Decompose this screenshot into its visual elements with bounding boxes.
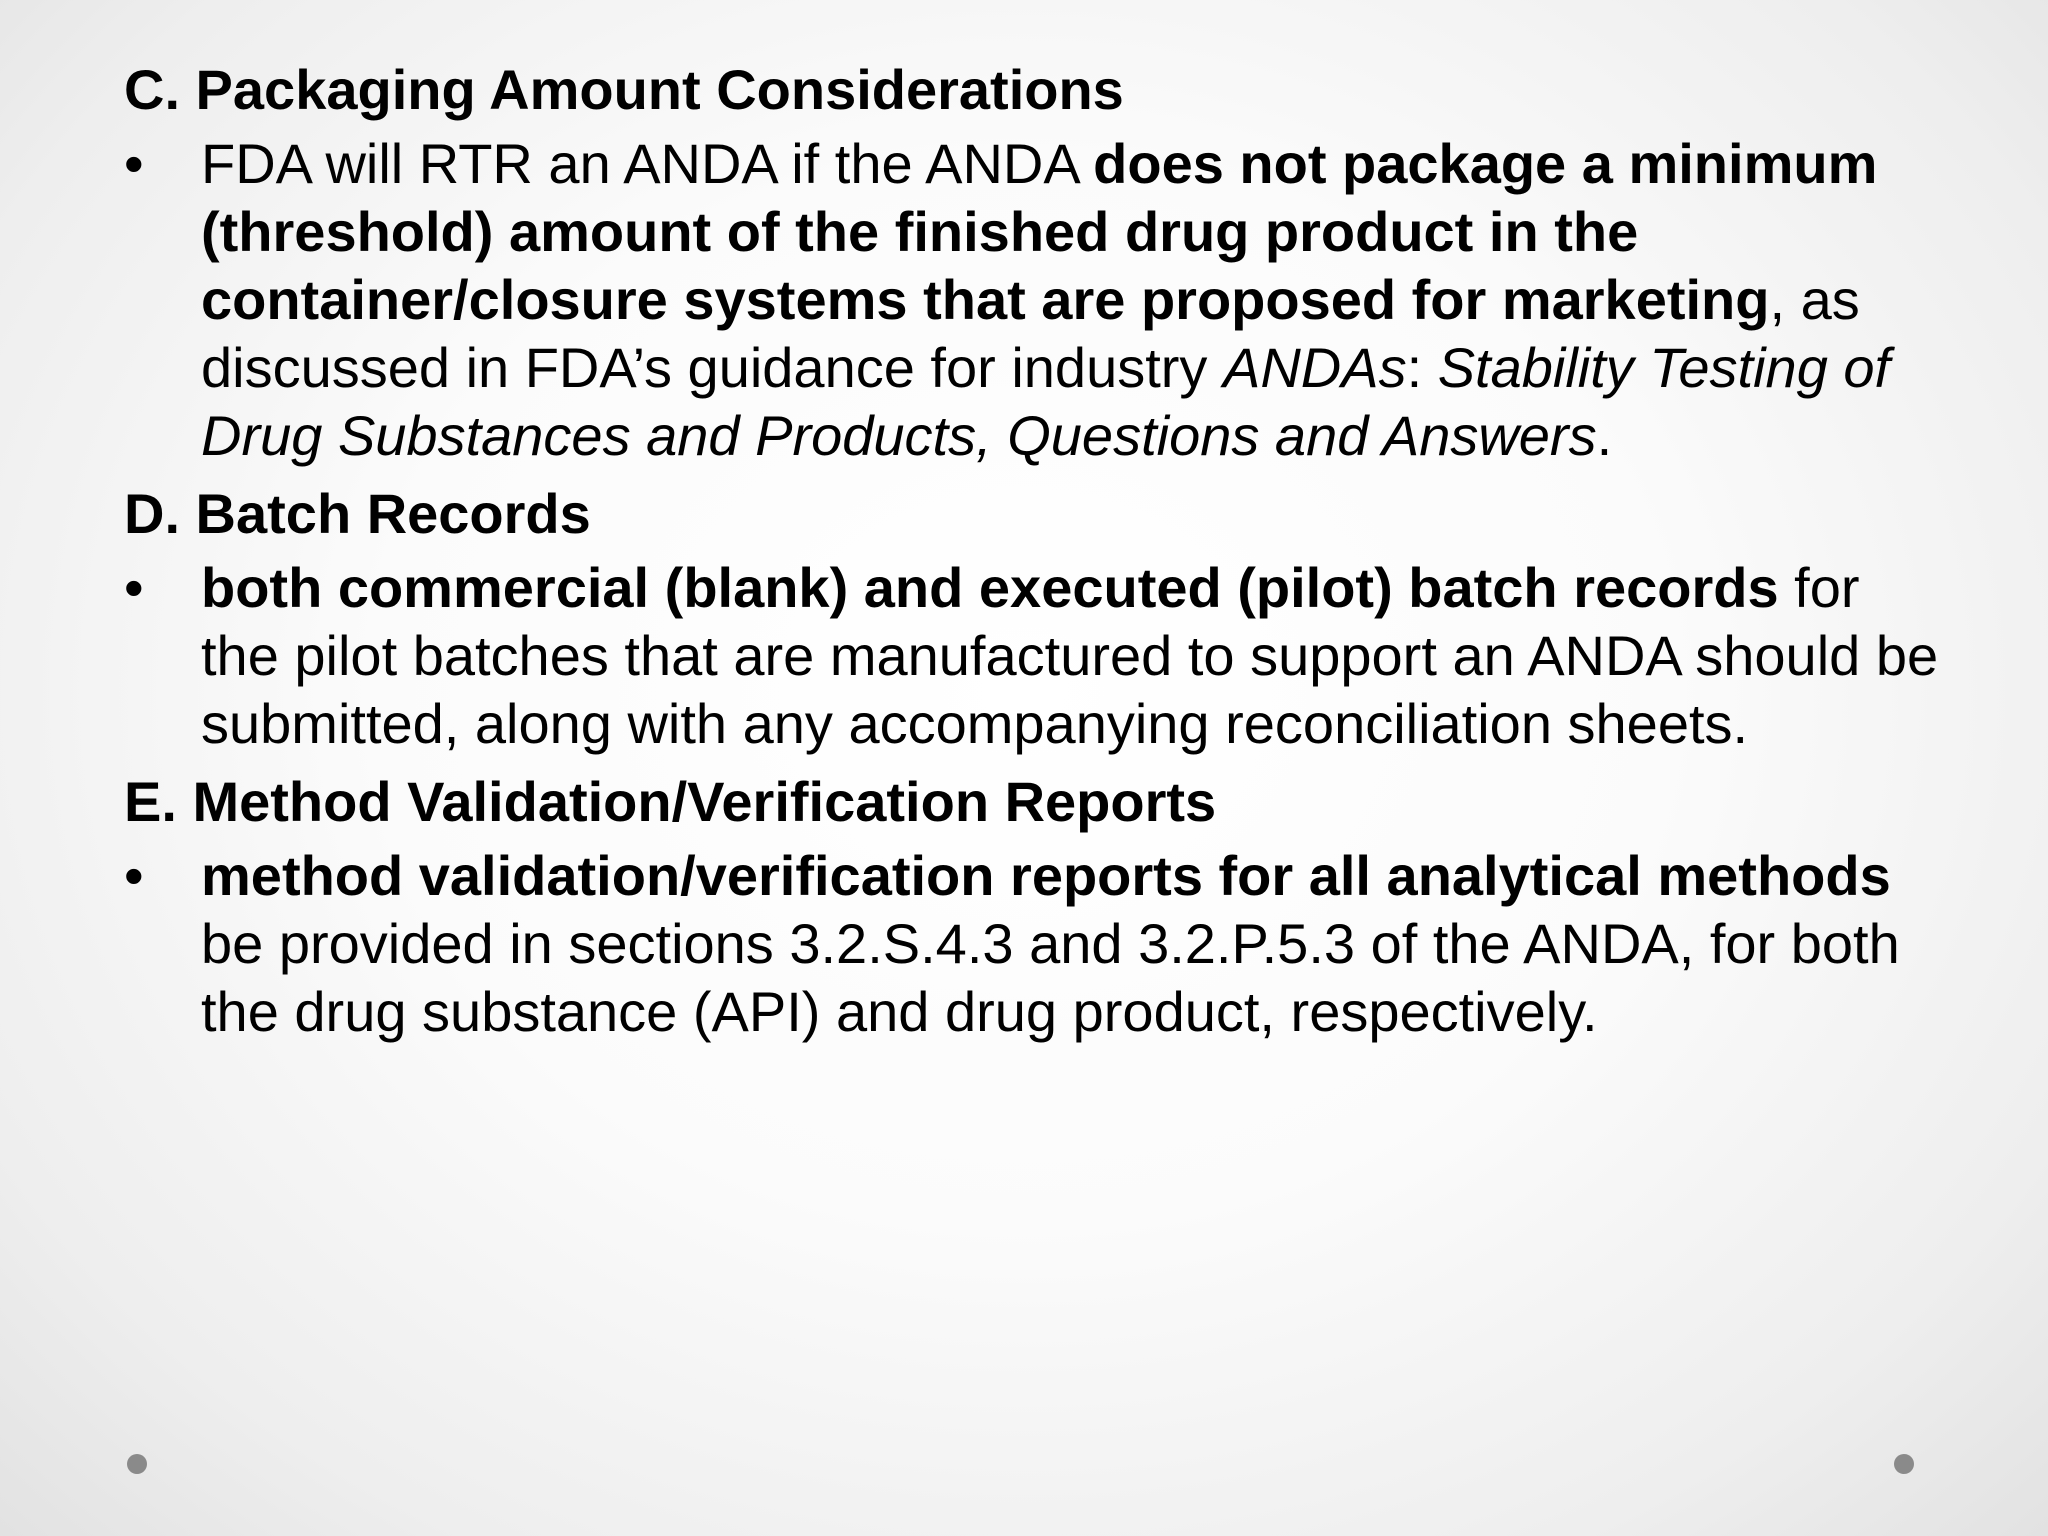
corner-dot-icon: [1894, 1454, 1914, 1474]
text-run: be provided in sections 3.2.S.4.3 and 3.2.P.5.3 of the ANDA, for both the drug substance (API) and drug product, respectively.: [201, 912, 1900, 1043]
bullet-text-packaging: [201, 132, 1890, 467]
bullet-icon: •: [124, 556, 144, 619]
bullet-icon: •: [124, 844, 144, 907]
bold-run: both commercial (blank) and executed (pilot) batch records: [201, 556, 1779, 619]
bold-run: does not package a minimum (threshold) amount of the finished drug product in the container/closure systems that are proposed for marketing: [201, 132, 1878, 331]
corner-dot-icon: [127, 1454, 147, 1474]
section-heading-batch-records: D. Batch Records: [124, 482, 591, 545]
text-run: .: [1596, 404, 1613, 467]
section-heading-packaging: C. Packaging Amount Considerations: [124, 58, 1124, 121]
slide-body: [124, 56, 1944, 1056]
text-run: :: [1406, 336, 1438, 399]
bullet-text-batch-records: [201, 556, 1938, 755]
text-run: for the pilot batches that are manufactured to support an ANDA should be submitted, along with any accompanying reconciliation sheets.: [201, 556, 1939, 755]
bullet-method-validation: [124, 842, 1944, 1046]
italic-run: ANDAs: [1222, 336, 1407, 399]
italic-run: Stability Testing of Drug Substances and Products, Questions and Answers: [201, 336, 1891, 467]
text-run: FDA will RTR an ANDA if the ANDA: [201, 132, 1094, 195]
bullet-packaging: [124, 130, 1944, 470]
bullet-icon: •: [124, 132, 144, 195]
bullet-text-method-validation: [201, 844, 1900, 1043]
text-run: , as discussed in FDA’s guidance for industry: [201, 268, 1860, 399]
bold-run: method validation/verification reports for all analytical methods: [201, 844, 1891, 907]
section-heading-method-validation: E. Method Validation/Verification Reports: [124, 770, 1217, 833]
bullet-batch-records: [124, 554, 1944, 758]
